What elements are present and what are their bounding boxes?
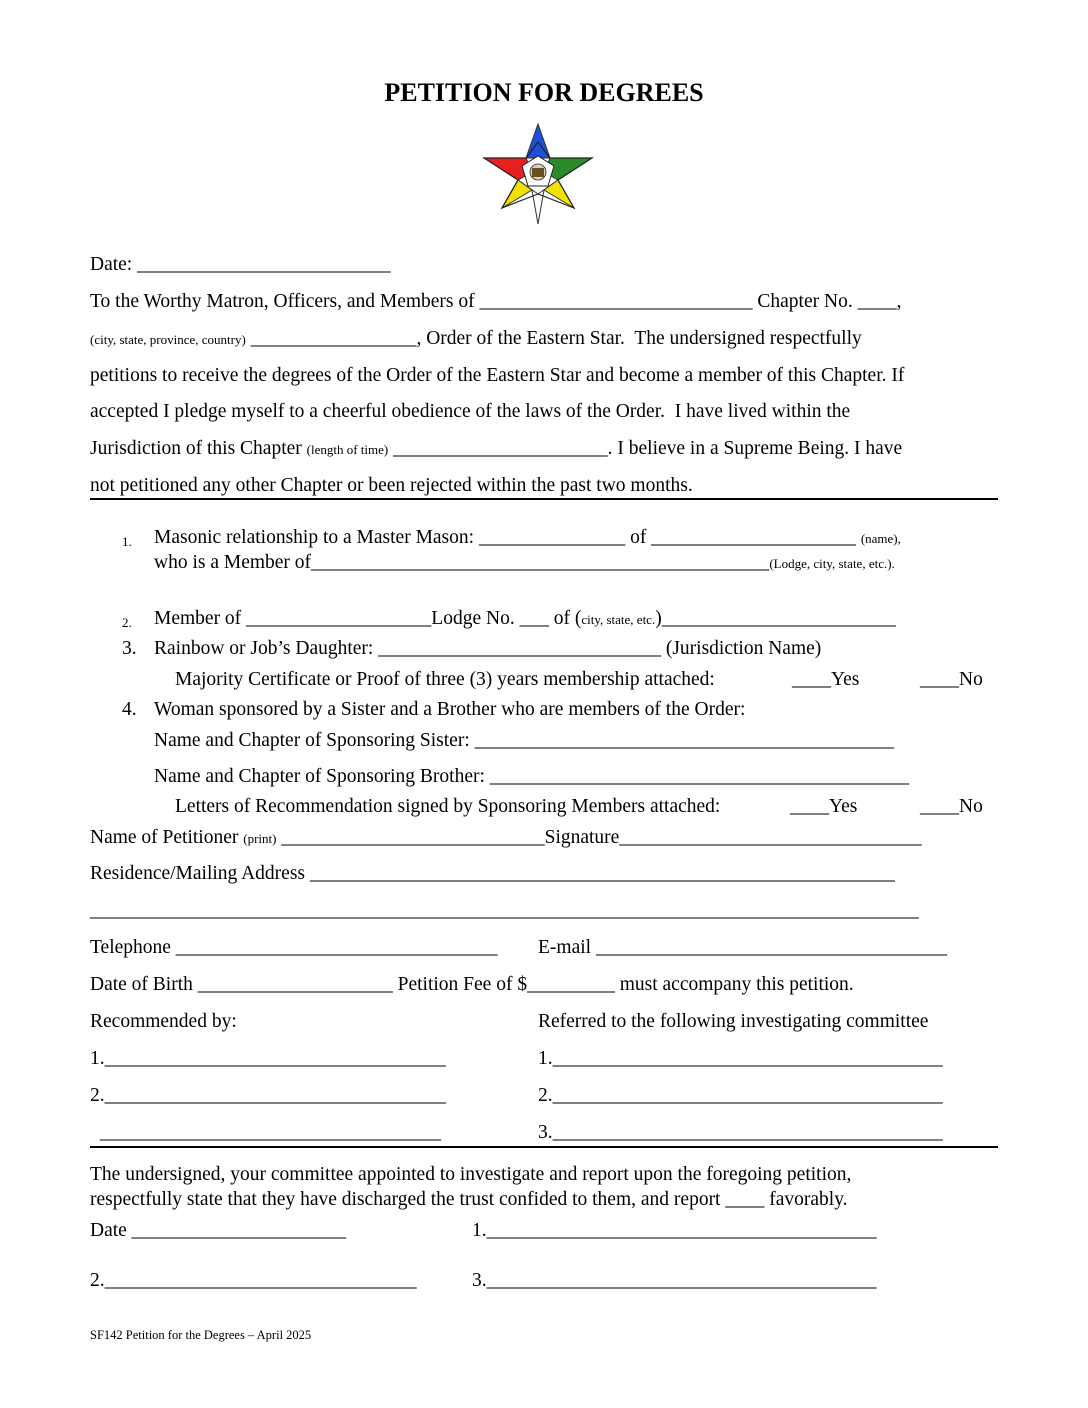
lodge-member-field[interactable]: Member of ___________________Lodge No. ___ of ( <box>154 608 582 629</box>
city-state-hint: city, state, etc. <box>581 612 656 627</box>
intro-line-2 <box>90 327 862 352</box>
letters-no-field[interactable]: ____No <box>920 796 983 817</box>
lodge-hint: (Lodge, city, state, etc.). <box>769 556 895 571</box>
email-field[interactable]: E-mail ____________________________________ <box>538 937 947 958</box>
majority-no-field[interactable]: ____No <box>920 669 983 690</box>
item-4-number: 4. <box>122 699 137 720</box>
committee-label: Referred to the following investigating committee <box>538 1011 929 1032</box>
item-4-label: Woman sponsored by a Sister and a Brother who are members of the Order: <box>154 699 746 720</box>
telephone-field[interactable]: Telephone _________________________________ <box>90 937 498 958</box>
recommender-3-field[interactable]: ___________________________________ <box>90 1122 441 1143</box>
committee-2-field[interactable]: 2.________________________________________ <box>538 1085 943 1106</box>
intro-line-6: not petitioned any other Chapter or been rejected within the past two months. <box>90 475 693 496</box>
masonic-relationship-field[interactable]: Masonic relationship to a Master Mason: _______________ of _____________________ <box>154 527 861 548</box>
intro-line-4: accepted I pledge myself to a cheerful obedience of the laws of the Order. I have lived within the <box>90 401 851 422</box>
intro-line-5 <box>90 437 902 462</box>
item-3-number: 3. <box>122 638 137 659</box>
item-1-number: 1. <box>122 534 132 549</box>
address-field[interactable]: Residence/Mailing Address ____________________________________________________________ <box>90 863 895 884</box>
lodge-location-field[interactable]: )________________________ <box>655 608 896 629</box>
intro-line-3: petitions to receive the degrees of the Order of the Eastern Star and become a member of this Chapter. If <box>90 365 905 386</box>
report-signature-3-field[interactable]: 3.________________________________________ <box>472 1270 877 1291</box>
item-2-number: 2. <box>122 615 132 630</box>
divider <box>90 1146 998 1148</box>
letters-label: Letters of Recommendation signed by Sponsoring Members attached: <box>175 796 721 817</box>
report-signature-2-field[interactable]: 2.________________________________ <box>90 1270 417 1291</box>
committee-1-field[interactable]: 1.________________________________________ <box>538 1048 943 1069</box>
item-2-line[interactable] <box>154 607 896 632</box>
address-field-2[interactable]: _____________________________________________________________________________________ <box>90 900 919 921</box>
page-title: PETITION FOR DEGREES <box>384 78 704 107</box>
majority-certificate-label: Majority Certificate or Proof of three (3) years membership attached: <box>175 669 715 690</box>
item-1-line-a <box>154 526 901 551</box>
print-hint: (print) <box>243 831 277 846</box>
majority-yes-field[interactable]: ____Yes <box>792 669 860 690</box>
name-signature-field[interactable]: ___________________________Signature_______________________________ <box>276 827 922 848</box>
committee-3-field[interactable]: 3.________________________________________ <box>538 1122 943 1143</box>
sponsoring-sister-field[interactable]: Name and Chapter of Sponsoring Sister: ___________________________________________ <box>154 730 894 751</box>
recommender-1-field[interactable]: 1.___________________________________ <box>90 1048 446 1069</box>
report-line-2[interactable]: respectfully state that they have discharged the trust confided to them, and report ____ favorably. <box>90 1189 848 1210</box>
recommender-2-field[interactable]: 2.___________________________________ <box>90 1085 446 1106</box>
length-hint: (length of time) <box>306 442 389 457</box>
member-of-field[interactable]: who is a Member of_______________________________________________ <box>154 552 770 573</box>
item-1-line-b <box>154 551 895 576</box>
intro-line-5b: ______________________. I believe in a Supreme Being. I have <box>388 438 903 459</box>
petitioner-name-line[interactable] <box>90 826 922 851</box>
report-line-1: The undersigned, your committee appointed to investigate and report upon the foregoing petition, <box>90 1164 852 1185</box>
city-hint: (city, state, province, country) <box>90 332 246 347</box>
rainbow-jobs-daughter-field[interactable]: Rainbow or Job’s Daughter: _____________________________ (Jurisdiction Name) <box>154 638 822 659</box>
divider <box>90 498 998 500</box>
report-date-field[interactable]: Date ______________________ <box>90 1220 347 1241</box>
sponsoring-brother-field[interactable]: Name and Chapter of Sponsoring Brother: ___________________________________________ <box>154 766 910 787</box>
letters-yes-field[interactable]: ____Yes <box>790 796 858 817</box>
intro-line-2-text: _________________, Order of the Eastern Star. The undersigned respectfully <box>245 328 862 349</box>
eastern-star-emblem-icon <box>482 120 594 228</box>
dob-fee-line[interactable]: Date of Birth ____________________ Petition Fee of $_________ must accompany this petition. <box>90 974 854 995</box>
intro-line-1: To the Worthy Matron, Officers, and Members of ____________________________ Chapter No. ____, <box>90 291 902 312</box>
name-hint: (name), <box>860 531 901 546</box>
form-footer: SF142 Petition for the Degrees – April 2025 <box>90 1328 312 1342</box>
date-field[interactable]: Date: __________________________ <box>90 254 391 275</box>
petitioner-name-label: Name of Petitioner <box>90 827 244 848</box>
intro-line-5a: Jurisdiction of this Chapter <box>90 438 307 459</box>
recommended-by-label: Recommended by: <box>90 1011 237 1032</box>
report-signature-1-field[interactable]: 1.________________________________________ <box>472 1220 877 1241</box>
